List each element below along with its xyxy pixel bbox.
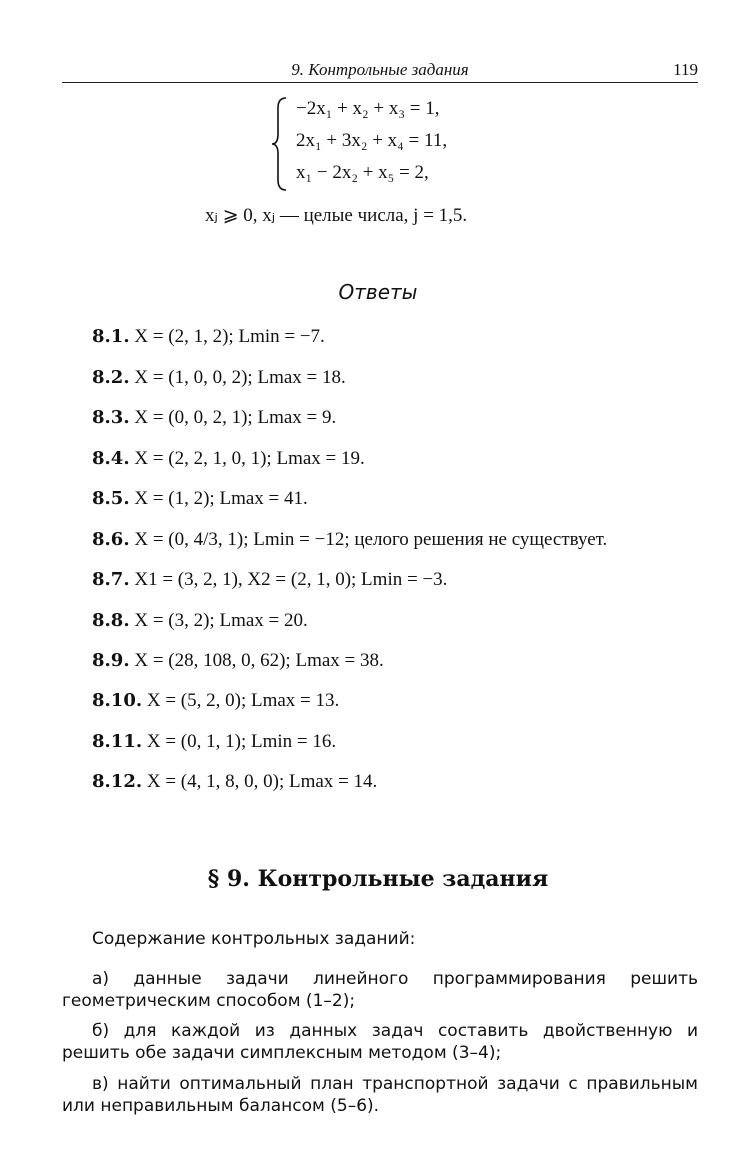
- paragraph: в) найти оптимальный план транспортной задачи с правильным или неправильным балансом (5–6).: [62, 1074, 698, 1116]
- answer-number: 8.12.: [92, 771, 143, 792]
- answer-text: X = (2, 1, 2); Lmin = −7.: [134, 326, 325, 347]
- header-title: 9. Контрольные задания: [291, 60, 469, 79]
- equation-line-3: x₁ − 2x₂ + x₅ = 2,: [296, 162, 429, 183]
- answer-text: X = (0, 4/3, 1); Lmin = −12; целого решения не существует.: [134, 529, 608, 550]
- paragraph: б) для каждой из данных задач составить двойственную и решить обе задачи симплексным методом (3–4);: [62, 1021, 698, 1063]
- section-heading: § 9. Контрольные задания: [207, 866, 549, 892]
- answer-text: X = (0, 0, 2, 1); Lmax = 9.: [134, 407, 337, 428]
- answer-text: X = (2, 2, 1, 0, 1); Lmax = 19.: [134, 448, 365, 469]
- answer-text: X = (1, 2); Lmax = 41.: [134, 488, 308, 509]
- answer-number: 8.11.: [92, 731, 143, 752]
- answer-text: X = (3, 2); Lmax = 20.: [134, 610, 308, 631]
- answer-number: 8.8.: [92, 610, 130, 631]
- answer-item: [92, 771, 377, 793]
- answer-item: [92, 407, 336, 429]
- answer-text: X = (5, 2, 0); Lmax = 13.: [146, 690, 340, 711]
- answer-number: 8.1.: [92, 326, 130, 347]
- answer-number: 8.3.: [92, 407, 130, 428]
- answer-item: [92, 610, 308, 632]
- page-number: 119: [673, 60, 698, 79]
- answer-text: X1 = (3, 2, 1), X2 = (2, 1, 0); Lmin = −3.: [134, 569, 448, 590]
- answer-number: 8.2.: [92, 367, 130, 388]
- left-brace: [270, 96, 290, 192]
- running-header: [62, 58, 698, 83]
- answer-text: X = (1, 0, 0, 2); Lmax = 18.: [134, 367, 346, 388]
- answer-item: [92, 326, 325, 348]
- equation-system: [270, 96, 530, 192]
- equation-line-2: 2x₁ + 3x₂ + x₄ = 11,: [296, 130, 448, 151]
- answer-text: X = (4, 1, 8, 0, 0); Lmax = 14.: [146, 771, 378, 792]
- answer-text: X = (0, 1, 1); Lmin = 16.: [146, 731, 337, 752]
- answers-heading: Ответы: [338, 280, 418, 304]
- answer-number: 8.4.: [92, 448, 130, 469]
- answer-item: [92, 448, 365, 470]
- answer-number: 8.5.: [92, 488, 130, 509]
- answer-number: 8.6.: [92, 529, 130, 550]
- answer-number: 8.10.: [92, 690, 143, 711]
- answer-text: X = (28, 108, 0, 62); Lmax = 38.: [134, 650, 384, 671]
- answer-item: [92, 569, 447, 591]
- answer-item: [92, 488, 308, 510]
- paragraph: Содержание контрольных заданий:: [92, 929, 416, 949]
- answer-item: [92, 529, 607, 551]
- equation-line-1: −2x₁ + x₂ + x₃ = 1,: [296, 98, 440, 119]
- paragraph: а) данные задачи линейного программирования решить геометрическим способом (1–2);: [62, 969, 698, 1011]
- answer-item: [92, 690, 339, 712]
- answer-number: 8.9.: [92, 650, 130, 671]
- answer-item: [92, 367, 346, 389]
- answer-item: [92, 650, 384, 672]
- integer-constraint: xⱼ ⩾ 0, xⱼ — целые числа, j = 1,5.: [205, 205, 468, 226]
- answer-number: 8.7.: [92, 569, 130, 590]
- answer-item: [92, 731, 336, 753]
